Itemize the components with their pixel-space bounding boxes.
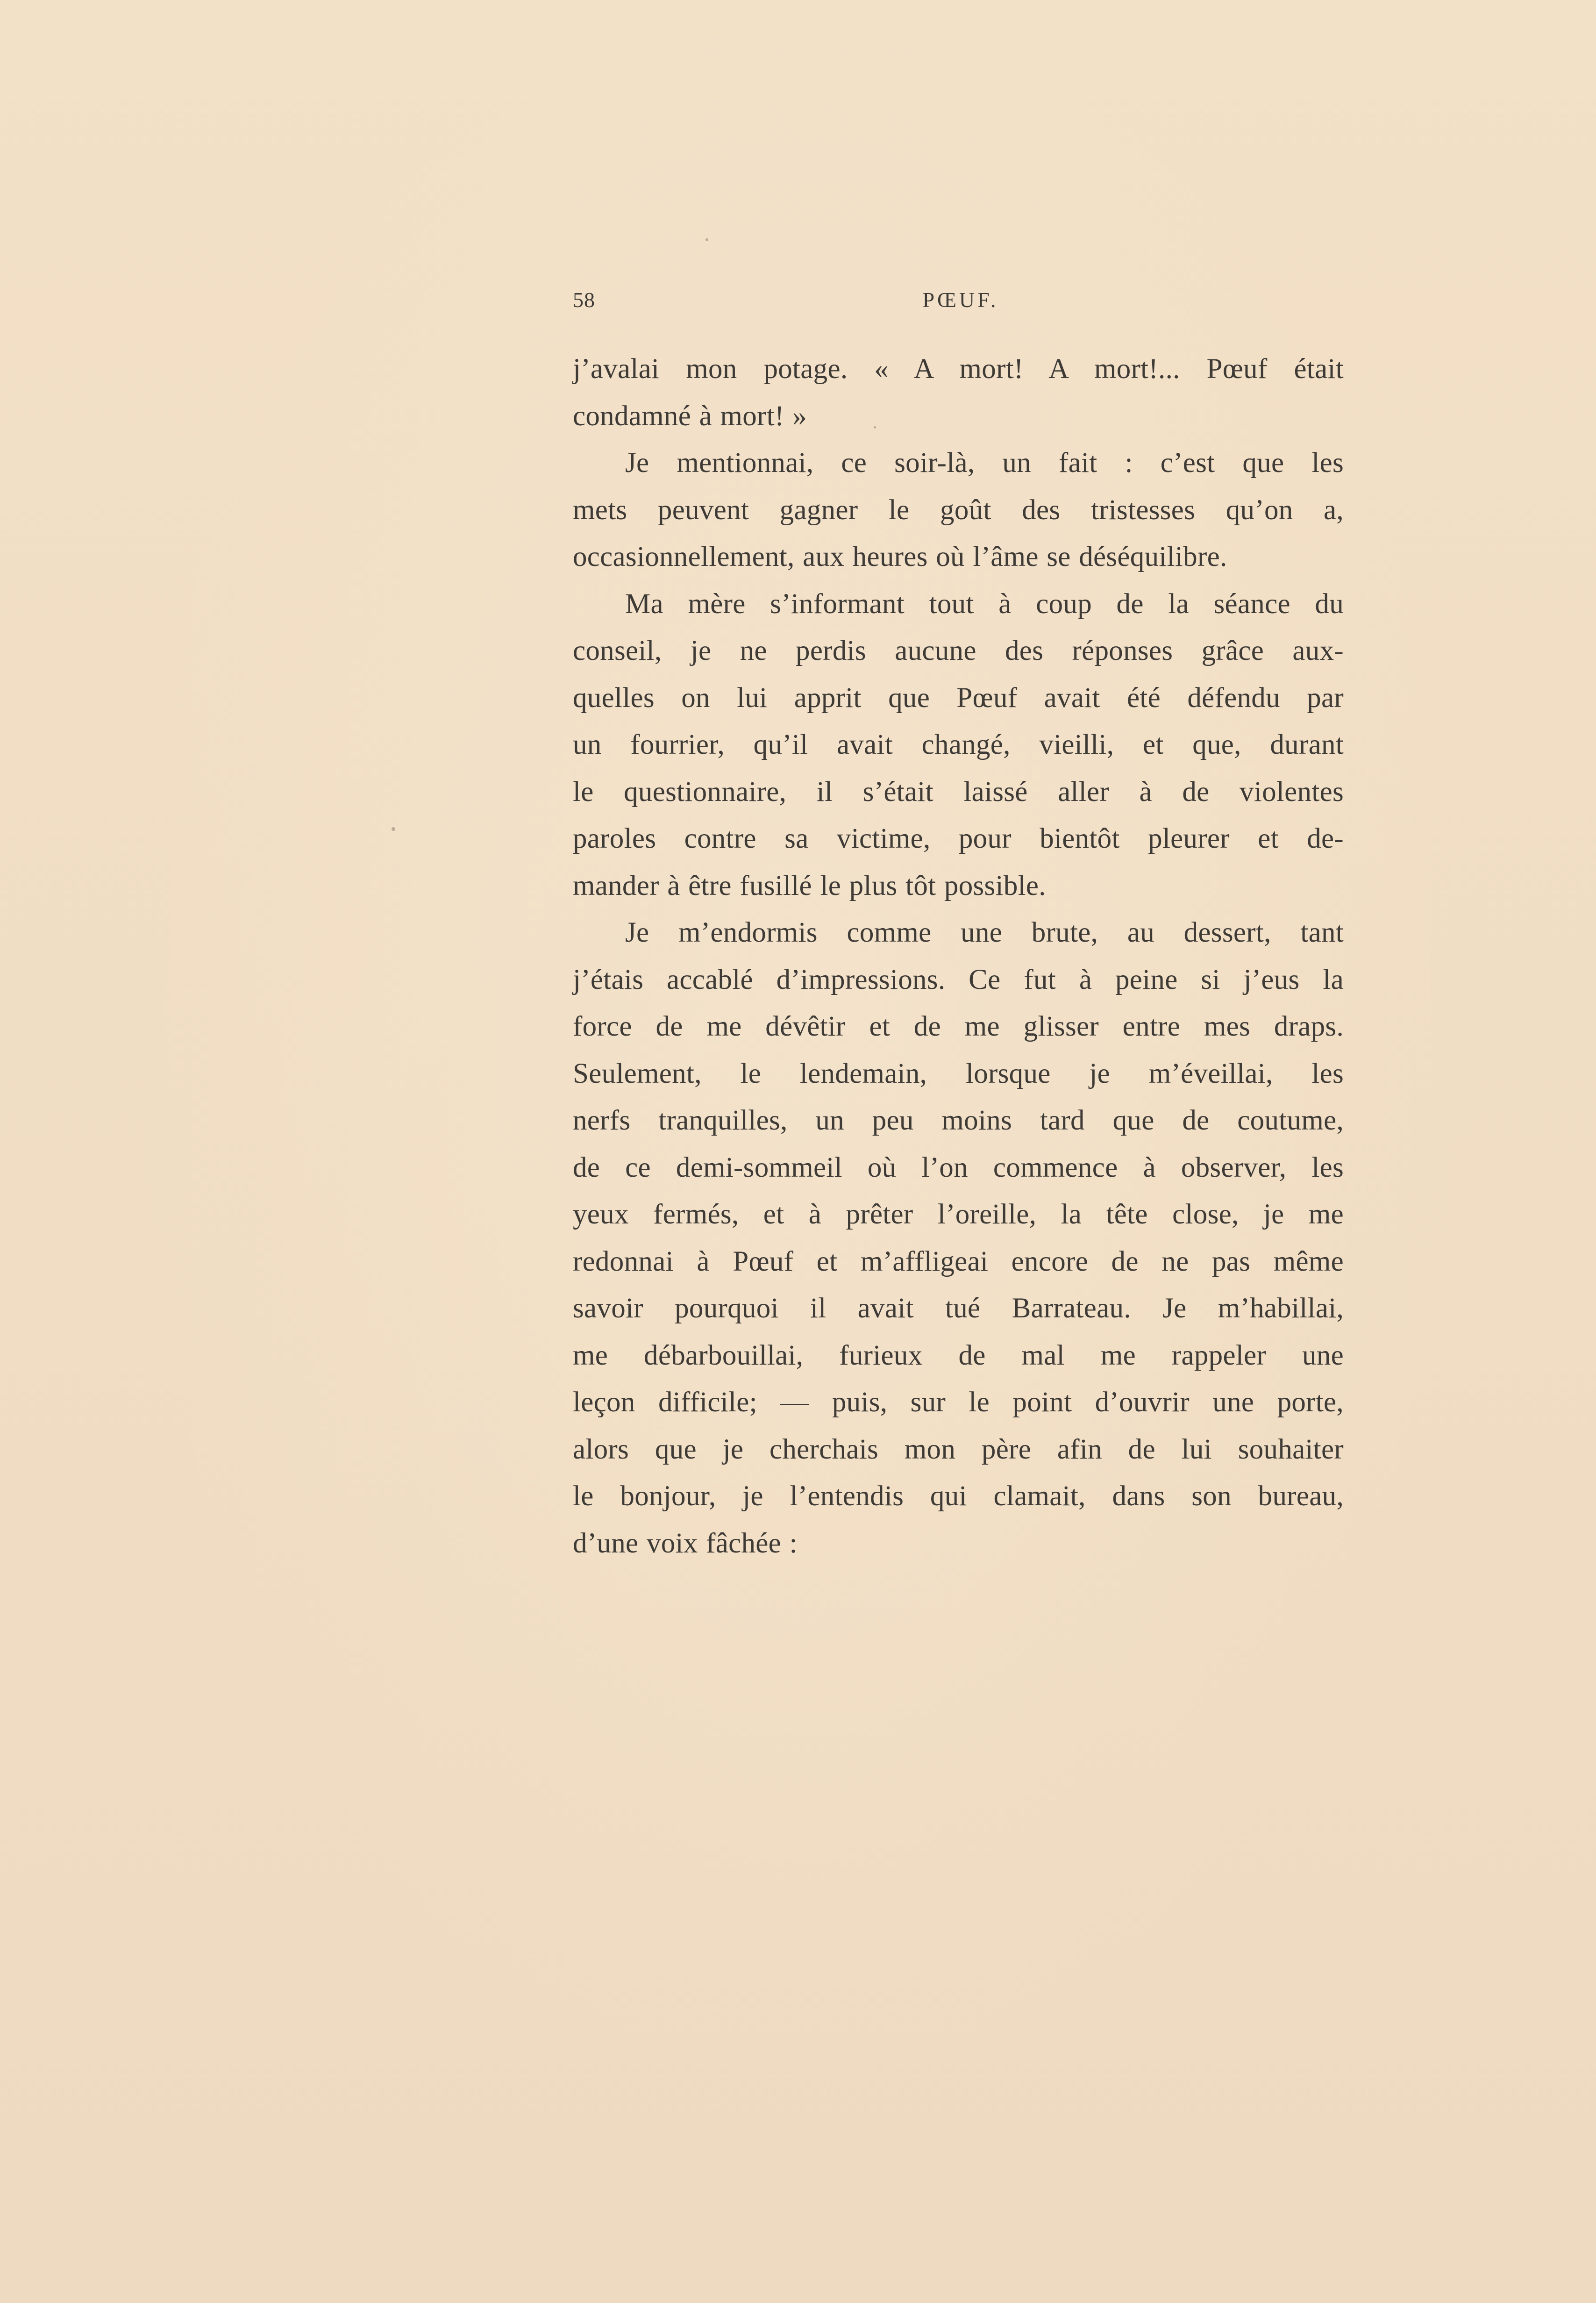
text-line: mets peuvent gagner le goût des tristesses qu’on a, [573, 494, 1344, 526]
text-line: le bonjour, je l’entendis qui clamait, dans son bureau, [573, 1480, 1344, 1512]
text-line: Je mentionnai, ce soir-là, un fait : c’est que les [625, 447, 1344, 479]
text-line: paroles contre sa victime, pour bientôt pleurer et de- [573, 823, 1344, 854]
text-line: mander à être fusillé le plus tôt possible. [573, 870, 1046, 901]
text-line: redonnai à Pœuf et m’affligeai encore de ne pas même [573, 1245, 1344, 1277]
text-line: Ma mère s’informant tout à coup de la séance du [625, 588, 1344, 620]
text-line: occasionnellement, aux heures où l’âme se déséquilibre. [573, 541, 1227, 572]
body-text [573, 346, 1344, 1567]
text-line: j’étais accablé d’impressions. Ce fut à peine si j’eus la [573, 964, 1344, 995]
text-line: le questionnaire, il s’était laissé aller à de violentes [573, 776, 1344, 808]
text-line: condamné à mort! » [573, 400, 807, 432]
text-line: savoir pourquoi il avait tué Barrateau. Je m’habillai, [573, 1293, 1344, 1324]
text-line: alors que je cherchais mon père afin de lui souhaiter [573, 1433, 1344, 1465]
text-line: me débarbouillai, furieux de mal me rappeler une [573, 1339, 1344, 1371]
paper-speck [392, 827, 395, 831]
text-line: d’une voix fâchée : [573, 1527, 798, 1559]
text-line: un fourrier, qu’il avait changé, vieilli, et que, durant [573, 729, 1344, 760]
running-title: PŒUF. [922, 288, 999, 312]
text-line: Je m’endormis comme une brute, au dessert, tant [625, 917, 1344, 948]
running-head [573, 287, 1348, 325]
text-line: nerfs tranquilles, un peu moins tard que de coutume, [573, 1105, 1344, 1136]
text-line: yeux fermés, et à prêter l’oreille, la tête close, je me [573, 1199, 1344, 1230]
text-line: conseil, je ne perdis aucune des réponses grâce aux- [573, 635, 1344, 666]
text-line: quelles on lui apprit que Pœuf avait été défendu par [573, 682, 1344, 714]
text-line: leçon difficile; — puis, sur le point d’ouvrir une porte, [573, 1387, 1344, 1418]
text-line: de ce demi-sommeil où l’on commence à observer, les [573, 1152, 1344, 1183]
text-line: Seulement, le lendemain, lorsque je m’éveillai, les [573, 1058, 1344, 1089]
page-number: 58 [573, 288, 595, 312]
text-line: force de me dévêtir et de me glisser entre mes draps. [573, 1011, 1344, 1042]
text-line: j’avalai mon potage. « A mort! A mort!... Pœuf était [573, 353, 1344, 385]
paper-speck [705, 238, 708, 241]
